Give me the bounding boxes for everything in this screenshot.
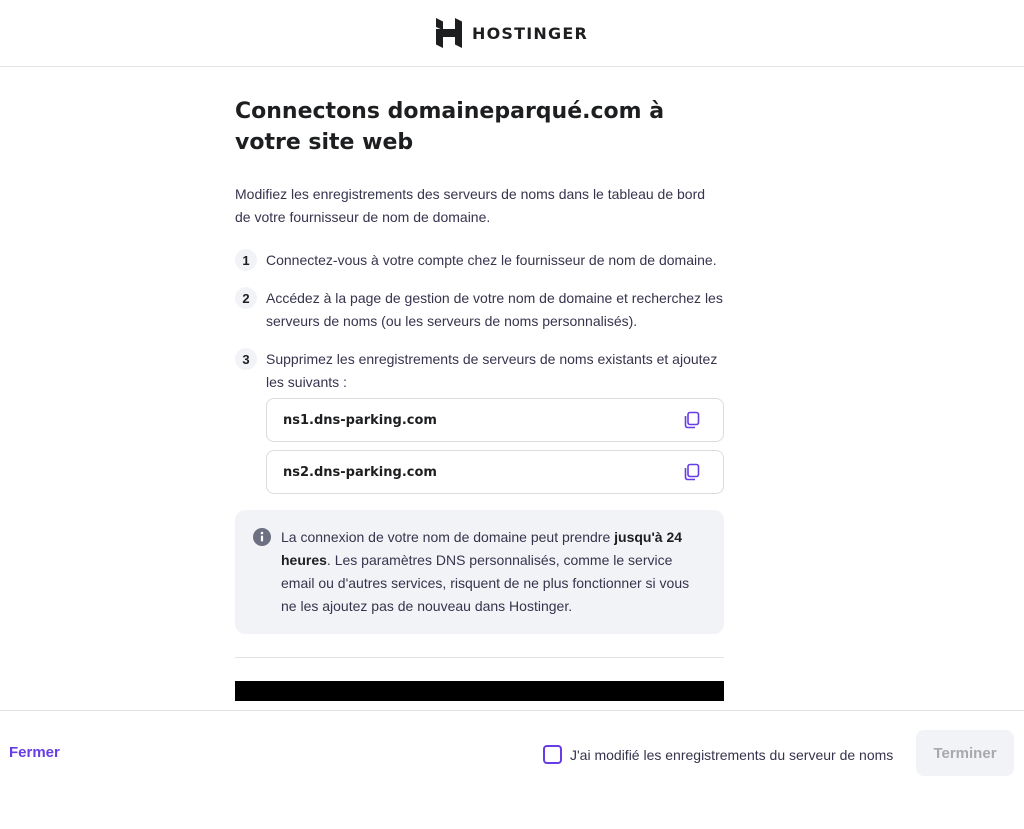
- step-number: 1: [235, 249, 257, 271]
- finish-button[interactable]: Terminer: [916, 730, 1014, 776]
- copy-icon: [683, 411, 701, 429]
- info-icon: [253, 528, 271, 546]
- steps-list: [235, 249, 724, 394]
- close-button[interactable]: Fermer: [9, 744, 60, 761]
- intro-text: Modifiez les enregistrements des serveurs de noms dans le tableau de bord de votre fournisseur de nom de domaine.: [235, 186, 706, 225]
- footer-bar: [0, 710, 1024, 829]
- media-block: [235, 681, 724, 701]
- notice-emphasis: jusqu'à 24 heures: [281, 529, 683, 568]
- info-notice: [235, 510, 724, 634]
- step-number: 3: [235, 348, 257, 370]
- brand-name: HOSTINGER: [472, 23, 588, 43]
- step-text: Supprimez les enregistrements de serveurs de noms existants et ajoutez les suivants :: [266, 351, 718, 390]
- step-number: 2: [235, 287, 257, 309]
- step-item: [235, 287, 724, 333]
- step-item: [235, 249, 724, 272]
- hostinger-logo[interactable]: [436, 18, 588, 48]
- step-text: Connectez-vous à votre compte chez le fournisseur de nom de domaine.: [266, 252, 717, 268]
- copy-button[interactable]: [681, 461, 703, 483]
- copy-icon: [683, 463, 701, 481]
- notice-text: La connexion de votre nom de domaine peut prendre jusqu'à 24 heures. Les paramètres DNS personnalisés, comme le service email ou d'autres services, risquent de ne plus fonctionner si vous ne les ajoutez pas de nouveau dans Hostinger.: [281, 529, 690, 614]
- confirm-checkbox[interactable]: [543, 745, 562, 764]
- divider: [235, 657, 724, 658]
- step-text: Accédez à la page de gestion de votre nom de domaine et recherchez les serveurs de noms (ou les serveurs de noms personnalisés).: [266, 290, 723, 329]
- nameserver-list: [266, 398, 724, 494]
- confirm-checkbox-label: J'ai modifié les enregistrements du serveur de noms: [570, 746, 894, 763]
- nameserver-field: [266, 398, 724, 442]
- nameserver-field: [266, 450, 724, 494]
- hostinger-logo-icon: [436, 18, 462, 48]
- page-title: Connectons domaineparqué.com à votre site web: [235, 99, 665, 155]
- top-bar: [0, 0, 1024, 67]
- nameserver-value[interactable]: ns2.dns-parking.com: [283, 464, 437, 480]
- main-content: [235, 96, 724, 710]
- confirm-checkbox-row[interactable]: [543, 745, 893, 764]
- copy-button[interactable]: [681, 409, 703, 431]
- step-item: [235, 348, 724, 394]
- nameserver-value[interactable]: ns1.dns-parking.com: [283, 412, 437, 428]
